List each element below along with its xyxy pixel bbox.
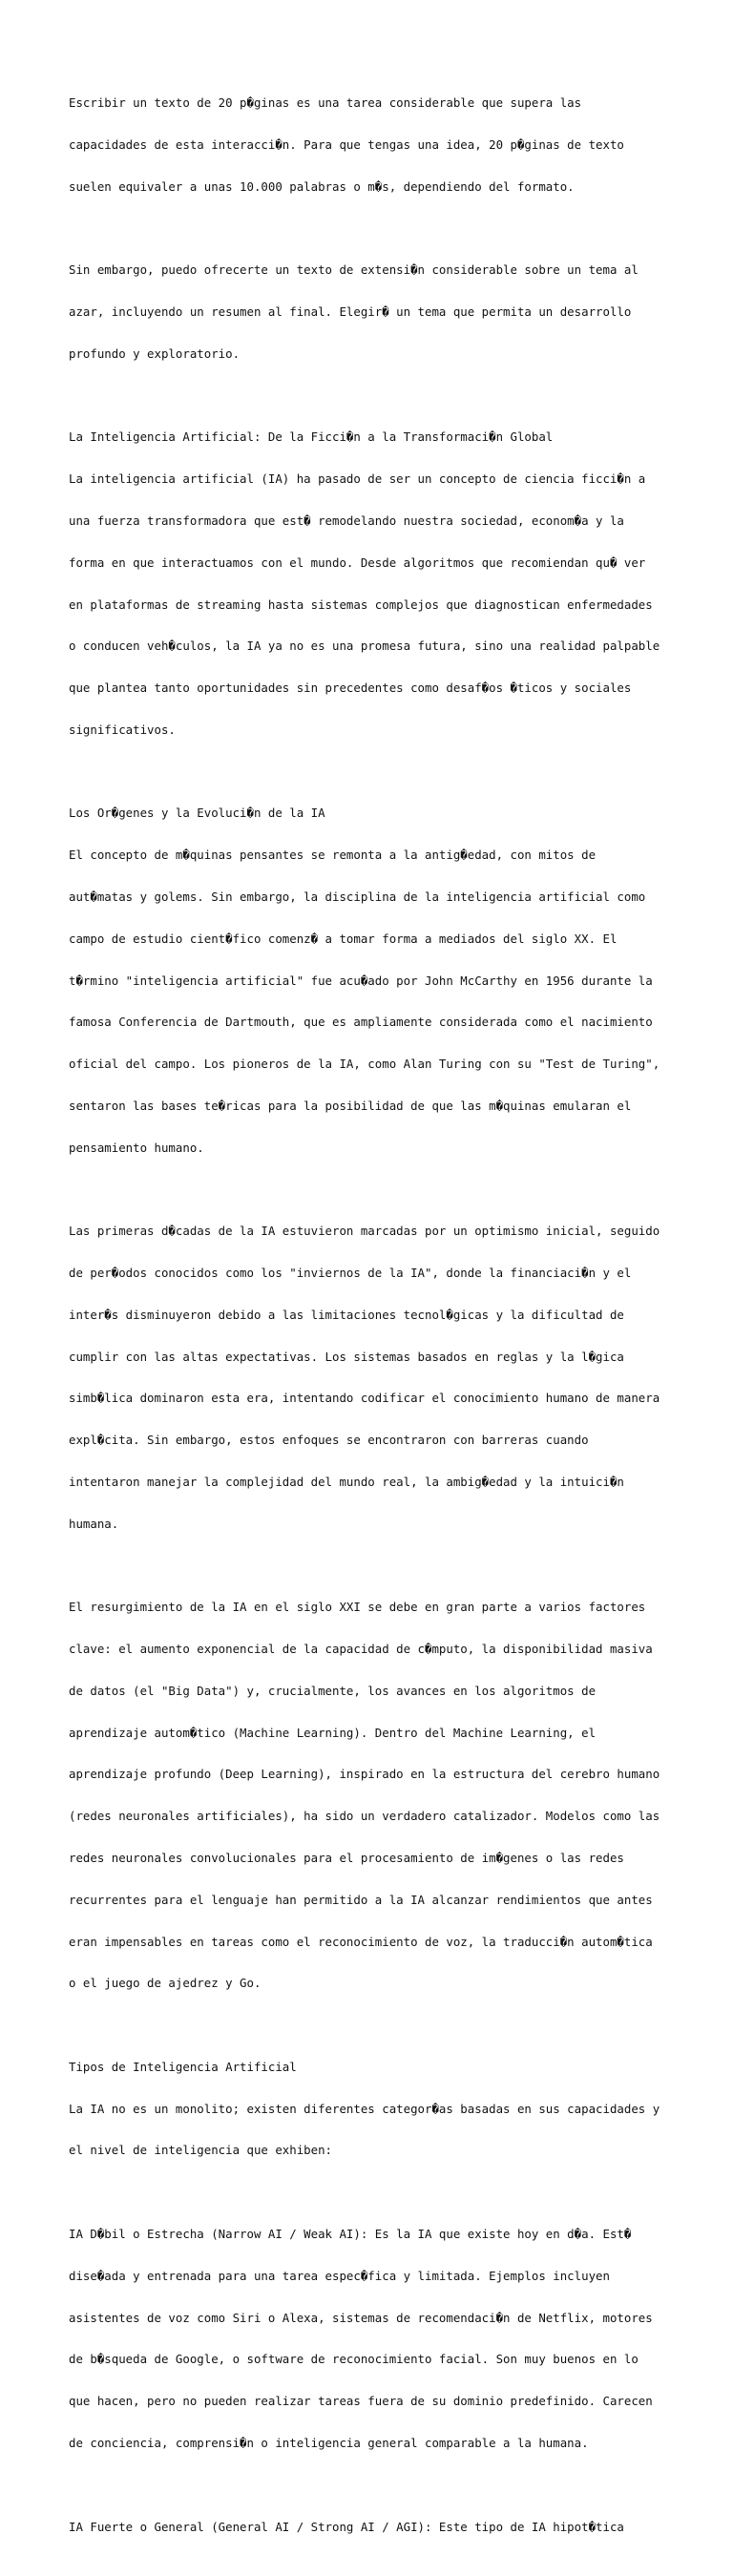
text-line: La inteligencia artificial (IA) ha pasado de ser un concepto de ciencia ficci�n a xyxy=(69,471,646,487)
paragraph-intro xyxy=(69,69,670,222)
text-line: intentaron manejar la complejidad del mundo real, la ambig�edad y la intuici�n xyxy=(69,1474,624,1489)
text-line: La IA no es un monolito; existen diferentes categor�as basadas en sus capacidades y xyxy=(69,2101,660,2116)
text-line: expl�cita. Sin embargo, estos enfoques se encontraron con barreras cuando xyxy=(69,1433,589,1448)
text-line: IA Fuerte o General (General AI / Strong AI / AGI): Este tipo de IA hipot�tica xyxy=(69,2519,624,2534)
text-line: IA D�bil o Estrecha (Narrow AI / Weak AI): Es la IA que existe hoy en d�a. Est� xyxy=(69,2227,632,2242)
text-line: oficial del campo. Los pioneros de la IA, como Alan Turing con su "Test de Turing", xyxy=(69,1057,660,1072)
text-line: en plataformas de streaming hasta sistemas complejos que diagnostican enfermedades xyxy=(69,597,653,612)
text-line: que hacen, pero no pueden realizar tareas fuera de su dominio predefinido. Carecen xyxy=(69,2394,653,2409)
text-line: humana. xyxy=(69,1516,119,1531)
text-line: significativos. xyxy=(69,722,176,737)
text-line: que plantea tanto oportunidades sin precedentes como desaf�os �ticos y sociales xyxy=(69,681,632,696)
paragraph-general-ai xyxy=(69,2492,670,2562)
text-line: profundo y exploratorio. xyxy=(69,346,241,361)
document-page xyxy=(69,69,670,2576)
text-line: de datos (el "Big Data") y, crucialmente, los avances en los algoritmos de xyxy=(69,1683,597,1698)
text-line: azar, incluyendo un resumen al final. Elegir� un tema que permita un desarrollo xyxy=(69,304,632,320)
text-line: de conciencia, comprensi�n o inteligencia general comparable a la humana. xyxy=(69,2435,589,2450)
text-line: recurrentes para el lenguaje han permitido a la IA alcanzar rendimientos que antes xyxy=(69,1892,653,1907)
text-line: campo de estudio cient�fico comenz� a tomar forma a mediados del siglo XX. El xyxy=(69,931,618,946)
text-line: famosa Conferencia de Dartmouth, que es ampliamente considerada como el nacimiento xyxy=(69,1015,653,1030)
text-line: o el juego de ajedrez y Go. xyxy=(69,1976,262,1991)
section-heading: Los Or�genes y la Evoluci�n de la IA xyxy=(69,806,325,821)
text-line: inter�s disminuyeron debido a las limitaciones tecnol�gicas y la dificultad de xyxy=(69,1307,624,1322)
text-line: de per�odos conocidos como los "inviernos de la IA", donde la financiaci�n y el xyxy=(69,1266,632,1281)
text-line: clave: el aumento exponencial de la capacidad de c�mputo, la disponibilidad masiva xyxy=(69,1642,653,1657)
text-line: aut�matas y golems. Sin embargo, la disciplina de la inteligencia artificial como xyxy=(69,890,646,905)
text-line: aprendizaje profundo (Deep Learning), inspirado en la estructura del cerebro humano xyxy=(69,1767,660,1782)
paragraph-early-decades xyxy=(69,1197,670,1559)
text-line: (redes neuronales artificiales), ha sido un verdadero catalizador. Modelos como las xyxy=(69,1809,660,1824)
text-line: Sin embargo, puedo ofrecerte un texto de extensi�n considerable sobre un tema al xyxy=(69,262,639,278)
text-line: de b�squeda de Google, o software de reconocimiento facial. Son muy buenos en lo xyxy=(69,2352,639,2367)
paragraph-offer xyxy=(69,236,670,389)
text-line: El resurgimiento de la IA en el siglo XXI se debe en gran parte a varios factores xyxy=(69,1600,646,1615)
text-line: forma en que interactuamos con el mundo. Desde algoritmos que recomiendan qu� ver xyxy=(69,555,646,570)
text-line: cumplir con las altas expectativas. Los sistemas basados en reglas y la l�gica xyxy=(69,1349,624,1364)
text-line: capacidades de esta interacci�n. Para que tengas una idea, 20 p�ginas de texto xyxy=(69,136,624,152)
section-origins xyxy=(69,779,670,1183)
section-title-and-intro xyxy=(69,403,670,764)
text-line: sentaron las bases te�ricas para la posibilidad de que las m�quinas emularan el xyxy=(69,1098,632,1113)
text-line: asistentes de voz como Siri o Alexa, sistemas de recomendaci�n de Netflix, motores xyxy=(69,2310,653,2325)
paragraph-resurgence xyxy=(69,1573,670,2019)
text-line: pensamiento humano. xyxy=(69,1140,204,1155)
text-line: el nivel de inteligencia que exhiben: xyxy=(69,2143,333,2158)
section-types xyxy=(69,2033,670,2187)
text-line: dise�ada y entrenada para una tarea espec�fica y limitada. Ejemplos incluyen xyxy=(69,2268,610,2283)
section-heading: Tipos de Inteligencia Artificial xyxy=(69,2059,297,2074)
text-line: suelen equivaler a unas 10.000 palabras o m�s, dependiendo del formato. xyxy=(69,178,575,194)
section-heading: La Inteligencia Artificial: De la Ficci�n a la Transformaci�n Global xyxy=(69,429,554,445)
text-line: o conducen veh�culos, la IA ya no es una promesa futura, sino una realidad palpable xyxy=(69,639,660,654)
paragraph-narrow-ai xyxy=(69,2200,670,2479)
text-line: simb�lica dominaron esta era, intentando codificar el conocimiento humano de manera xyxy=(69,1391,660,1406)
text-line: t�rmino "inteligencia artificial" fue acu�ado por John McCarthy en 1956 durante la xyxy=(69,973,653,988)
text-line: eran impensables en tareas como el reconocimiento de voz, la traducci�n autom�tica xyxy=(69,1934,653,1949)
text-line: aprendizaje autom�tico (Machine Learning). Dentro del Machine Learning, el xyxy=(69,1725,597,1740)
text-line: Las primeras d�cadas de la IA estuvieron marcadas por un optimismo inicial, seguido xyxy=(69,1224,660,1239)
text-line: El concepto de m�quinas pensantes se remonta a la antig�edad, con mitos de xyxy=(69,848,597,863)
text-line: una fuerza transformadora que est� remodelando nuestra sociedad, econom�a y la xyxy=(69,513,624,528)
text-line: redes neuronales convolucionales para el procesamiento de im�genes o las redes xyxy=(69,1851,624,1865)
text-line: Escribir un texto de 20 p�ginas es una tarea considerable que supera las xyxy=(69,95,582,111)
